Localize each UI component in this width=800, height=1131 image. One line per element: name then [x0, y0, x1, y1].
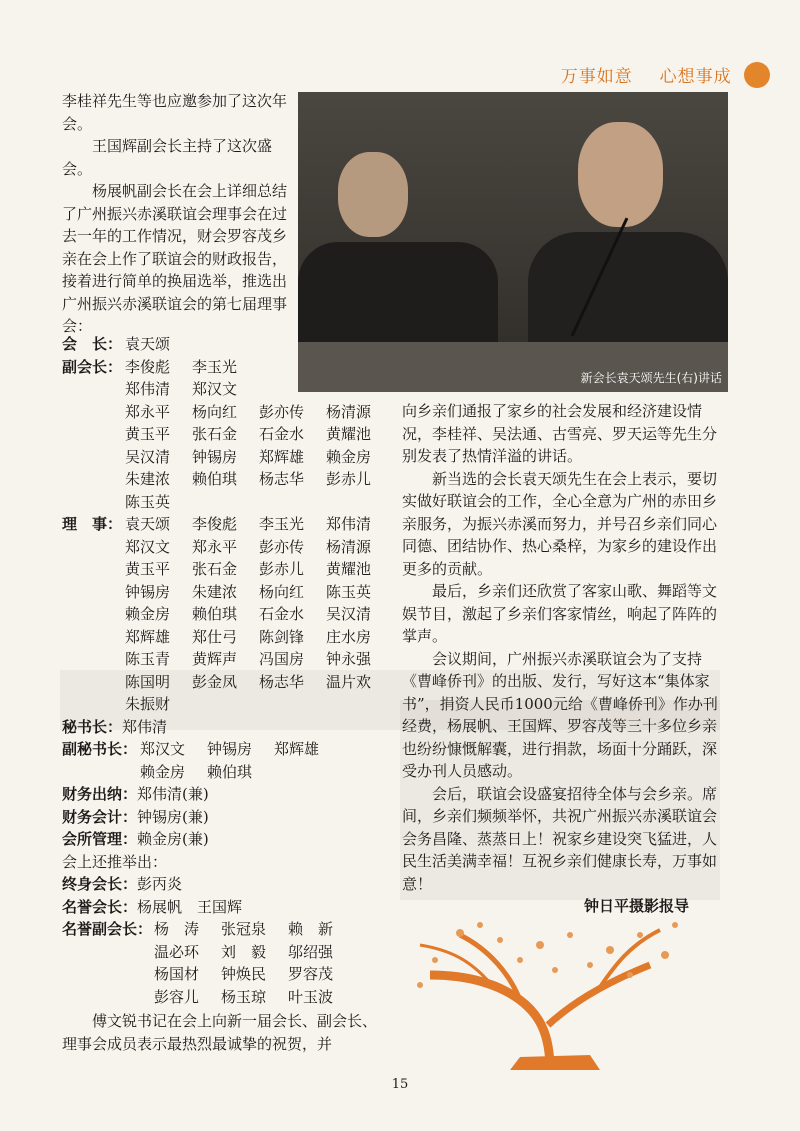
roster-name: 郑辉雄 [125, 627, 171, 646]
roster-name: 赖伯琪 [192, 470, 238, 488]
header-badge-icon [744, 62, 770, 88]
roster-name: 李俊彪 [125, 357, 171, 376]
roster-name: 赖金房 [140, 762, 186, 781]
roster-name: 彭亦传 [259, 537, 305, 556]
council-roster [62, 333, 393, 1008]
right-column [402, 400, 724, 918]
bottom-left-para [62, 1010, 377, 1055]
photo-caption: 新会长袁天颂先生(右)讲话 [580, 371, 722, 385]
roster-name: 朱建浓 [125, 470, 171, 488]
roster-name: 罗容茂 [288, 965, 334, 983]
lifetime-president-name: 彭丙炎 [137, 875, 183, 893]
roster-name: 黄辉声 [192, 650, 238, 668]
roster-name: 吴汉清 [326, 605, 372, 623]
roster-name: 黄耀池 [326, 425, 372, 443]
roster-name: 陈玉英 [326, 582, 372, 601]
roster-name: 温必环 [154, 942, 200, 961]
roster-name: 彭容儿 [154, 987, 200, 1006]
roster-name: 刘 毅 [221, 942, 267, 961]
honorary-vice-label: 名誉副会长： [62, 920, 153, 938]
roster-name: 赖伯琪 [207, 762, 253, 781]
roster-name: 张冠泉 [221, 920, 267, 938]
roster-name: 李玉光 [259, 515, 305, 533]
roster-name: 冯国房 [259, 650, 305, 668]
right-para-4: 会议期间，广州振兴赤溪联谊会为了支持《曹峰侨刊》的出版、发行，写好这本“集体家书”，捐资人民币1000元给《曹峰侨刊》作办刊经费，杨展帆、王国辉、罗容茂等三十多位乡亲也纷纷慷慨解囊，进行捐款，场面十分踊跃，深受办刊人员感动。 [402, 649, 718, 780]
secretary-label: 秘书长： [62, 717, 123, 736]
roster-name: 石金水 [259, 425, 305, 443]
deputy-secretary-label: 副秘书长： [62, 740, 138, 758]
also-elected-text: 会上还推举出： [62, 852, 168, 871]
roster-name: 邬绍强 [288, 942, 334, 961]
cashier-label: 财务出纳： [62, 785, 138, 803]
roster-name: 郑永平 [192, 537, 238, 556]
right-para-5: 会后，联谊会设盛宴招待全体与会乡亲。席间，乡亲们频频举怀，共祝广州振兴赤溪联谊会会务昌隆、蒸蒸日上！祝家乡建设突飞猛进，人民生活美满幸福！互祝乡亲们健康长寿，万事如意！ [402, 784, 718, 893]
roster-name: 温片欢 [326, 672, 372, 691]
roster-name: 朱建浓 [192, 582, 238, 601]
left-para-2: 王国辉副会长主持了这次盛会。 [62, 137, 273, 178]
roster-name: 彭赤儿 [326, 470, 372, 488]
honorary-president-names: 杨展帆 王国辉 [137, 897, 243, 916]
director-label: 理 事： [62, 515, 123, 533]
roster-name: 朱振财 [125, 695, 171, 713]
header-slogan-left: 万事如意 [560, 67, 633, 87]
roster-name: 郑辉雄 [274, 740, 320, 758]
hall-manager-name: 赖金房(兼) [137, 830, 209, 848]
roster-name: 郑伟清 [125, 380, 171, 398]
roster-name: 黄玉平 [125, 560, 171, 578]
roster-name: 杨玉琼 [221, 987, 267, 1006]
left-para-1: 李桂祥先生等也应邀参加了这次年会。 [62, 92, 288, 133]
decorative-tree-illustration [400, 905, 700, 1075]
roster-name: 杨国材 [154, 965, 200, 983]
header-slogan-right: 心想事成 [659, 67, 732, 87]
author-credit: 钟日平摄影报导 [583, 897, 689, 915]
roster-name: 李俊彪 [192, 515, 238, 533]
roster-name: 郑永平 [125, 402, 171, 421]
roster-name: 黄耀池 [326, 560, 372, 578]
roster-name: 郑汉文 [140, 740, 186, 758]
right-para-3: 最后，乡亲们还欣赏了客家山歌、舞蹈等文娱节目，激起了乡亲们客家情丝，响起了阵阵的掌声。 [402, 582, 718, 645]
hall-manager-label: 会所管理： [62, 830, 138, 848]
roster-name: 郑汉文 [125, 537, 171, 556]
roster-name: 彭亦传 [259, 402, 305, 421]
page-number: 15 [391, 1077, 409, 1092]
roster-name: 杨向红 [259, 582, 305, 601]
header-slogan [561, 62, 770, 90]
roster-name: 杨志华 [259, 672, 305, 691]
right-para-2: 新当选的会长袁天颂先生在会上表示，要切实做好联谊会的工作，全心全意为广州的赤田乡亲服务，为振兴赤溪而努力，并号召乡亲们同心同德、团结协作、热心桑梓，为家乡的建设作出更多的贡献。 [402, 469, 718, 578]
roster-name: 陈剑锋 [259, 627, 305, 646]
roster-name: 张石金 [192, 560, 238, 578]
roster-name: 石金水 [259, 605, 305, 623]
roster-name: 彭赤儿 [259, 560, 305, 578]
roster-name: 陈国明 [125, 672, 171, 691]
bottom-left-text: 傅文锐书记在会上向新一届会长、副会长、理事会成员表示最热烈最诚挚的祝贺，并 [62, 1012, 378, 1053]
roster-name: 庄水房 [326, 627, 372, 646]
roster-name: 郑汉文 [192, 380, 238, 398]
honorary-president-label: 名誉会长： [62, 897, 138, 916]
accountant-label: 财务会计： [62, 807, 138, 826]
roster-name: 钟焕民 [221, 965, 267, 983]
roster-name: 黄玉平 [125, 425, 171, 443]
roster-name: 钟锡房 [125, 582, 171, 601]
roster-name: 郑伟清 [326, 515, 372, 533]
roster-name: 李玉光 [192, 357, 238, 376]
roster-name: 赖 新 [288, 920, 334, 938]
roster-name: 杨向红 [192, 402, 238, 421]
roster-name: 张石金 [192, 425, 238, 443]
roster-name: 钟锡房 [207, 740, 253, 758]
roster-name: 杨清源 [326, 537, 372, 556]
roster-name: 钟永强 [326, 650, 372, 668]
accountant-name: 钟锡房(兼) [137, 807, 209, 826]
roster-name: 叶玉波 [288, 987, 334, 1006]
left-para-3: 杨展帆副会长在会上详细总结了广州振兴赤溪联谊会理事会在过去一年的工作情况，财会罗容茂乡亲在会上作了联谊会的财政报告，接着进行简单的换届选举，推选出广州振兴赤溪联谊会的第七届理事会： [62, 182, 288, 335]
president-name: 袁天颂 [125, 335, 171, 353]
roster-name: 赖金房 [125, 605, 171, 623]
roster-name: 彭金凤 [192, 672, 238, 691]
roster-name: 赖伯琪 [192, 605, 238, 623]
president-label: 会 长： [62, 335, 123, 353]
roster-name: 杨清源 [326, 402, 372, 421]
roster-name: 郑辉雄 [259, 447, 305, 466]
roster-name: 杨志华 [259, 470, 305, 488]
right-para-1: 向乡亲们通报了家乡的社会发展和经济建设情况，李桂祥、吴法通、古雪亮、罗天运等先生分别发表了热情洋溢的讲话。 [402, 402, 718, 465]
vice-president-label: 副会长： [62, 357, 123, 376]
roster-name: 钟锡房 [192, 447, 238, 466]
roster-name: 袁天颂 [125, 515, 171, 533]
roster-name: 杨 涛 [154, 920, 200, 938]
roster-name: 陈玉青 [125, 650, 171, 668]
cashier-name: 郑伟清(兼) [137, 785, 209, 803]
roster-name: 赖金房 [326, 447, 372, 466]
secretary-name: 郑伟清 [122, 717, 168, 736]
roster-name: 陈玉英 [125, 492, 171, 511]
roster-name: 吴汉清 [125, 447, 171, 466]
roster-name: 郑仕弓 [192, 627, 238, 646]
left-intro [62, 90, 294, 338]
lifetime-president-label: 终身会长： [62, 875, 138, 893]
